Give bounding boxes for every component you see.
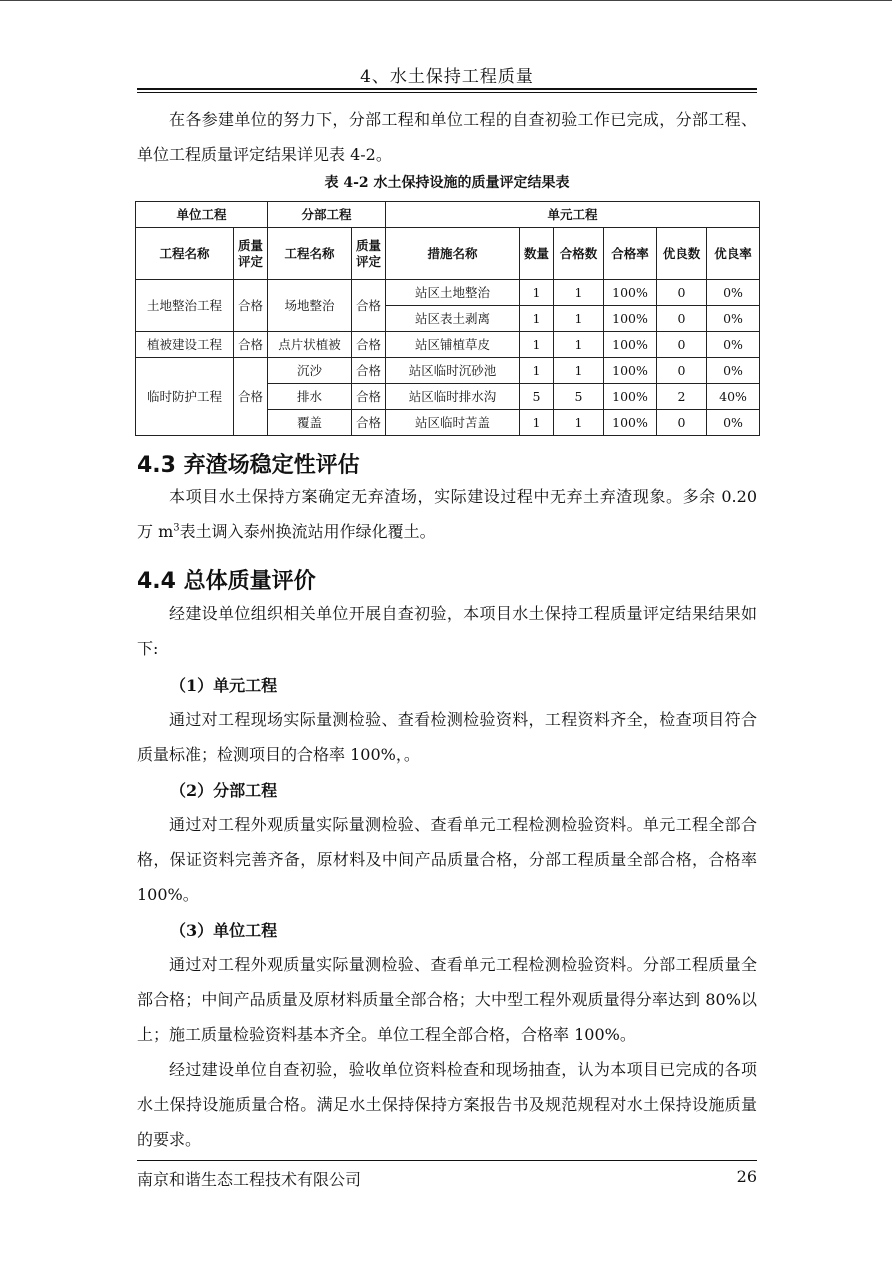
col-header-pass-rate: 合格率 [604,228,657,280]
unit-eval-cell: 合格 [234,332,268,358]
pass-rate-cell: 100% [604,280,657,306]
excellent-rate-cell: 0% [707,280,760,306]
quality-table [135,201,760,436]
group-header-element: 单元工程 [386,202,760,228]
page-top-border [0,0,892,1]
excellent-count-cell: 0 [657,280,707,306]
unit-eval-cell: 合格 [234,358,268,436]
col-header-count: 数量 [520,228,554,280]
sub-eval-cell: 合格 [352,358,386,384]
subheading-element-project: （1）单元工程 [170,676,278,695]
col-header-sub-name: 工程名称 [268,228,352,280]
sub-name-cell: 排水 [268,384,352,410]
footer-company: 南京和谐生态工程技术有限公司 [137,1170,362,1189]
paragraph-conclusion: 经过建设单位自查初验，验收单位资料检查和现场抽查，认为本项目已完成的各项水土保持设施质量合格。满足水土保持保持方案报告书及规范规程对水土保持设施质量的要求。 [137,1060,757,1149]
pass-count-cell: 1 [554,410,604,436]
excellent-count-cell: 2 [657,384,707,410]
sub-name-cell: 场地整治 [268,280,352,332]
measure-cell: 站区表土剥离 [386,306,520,332]
intro-paragraph: 在各参建单位的努力下，分部工程和单位工程的自查初验工作已完成，分部工程、单位工程质量评定结果详见表 4-2。 [137,110,757,164]
sub-name-cell: 覆盖 [268,410,352,436]
measure-cell: 站区临时沉砂池 [386,358,520,384]
unit-name-cell: 土地整治工程 [136,280,234,332]
sub-eval-cell: 合格 [352,410,386,436]
excellent-rate-cell: 0% [707,410,760,436]
sub-name-cell: 点片状植被 [268,332,352,358]
excellent-count-cell: 0 [657,358,707,384]
count-cell: 1 [520,332,554,358]
pass-count-cell: 1 [554,306,604,332]
subheading-sub-project: （2）分部工程 [170,781,278,800]
unit-eval-cell: 合格 [234,280,268,332]
col-header-excellent-count: 优良数 [657,228,707,280]
section-4-3-heading: 4.3 弃渣场稳定性评估 [137,453,360,478]
count-cell: 1 [520,306,554,332]
unit-name-cell: 植被建设工程 [136,332,234,358]
sub-eval-cell: 合格 [352,332,386,358]
header-rule-thin [137,92,757,93]
paragraph-sub-project: 通过对工程外观质量实际量测检验、查看单元工程检测检验资料。单元工程全部合格，保证资料完善齐备，原材料及中间产品质量合格，分部工程质量全部合格，合格率 100%。 [137,815,757,904]
col-header-pass-count: 合格数 [554,228,604,280]
footer-rule [137,1160,757,1161]
pass-count-cell: 1 [554,280,604,306]
superscript-3: 3 [173,522,180,534]
paragraph-element-project: 通过对工程现场实际量测检验、查看检测检验资料，工程资料齐全，检查项目符合质量标准；检测项目的合格率 100%，。 [137,710,757,764]
pass-rate-cell: 100% [604,306,657,332]
excellent-rate-cell: 0% [707,358,760,384]
section-4-4-intro: 经建设单位组织相关单位开展自查初验，本项目水土保持工程质量评定结果结果如下: [137,604,757,658]
table-row [136,358,760,384]
excellent-rate-cell: 0% [707,306,760,332]
pass-count-cell: 1 [554,358,604,384]
excellent-count-cell: 0 [657,332,707,358]
page-number: 26 [736,1167,757,1186]
count-cell: 1 [520,358,554,384]
excellent-count-cell: 0 [657,306,707,332]
col-header-sub-eval: 质量评定 [352,228,386,280]
sub-eval-cell: 合格 [352,280,386,332]
group-header-unit: 单位工程 [136,202,268,228]
count-cell: 1 [520,410,554,436]
table-row [136,280,760,306]
excellent-rate-cell: 0% [707,332,760,358]
excellent-rate-cell: 40% [707,384,760,410]
section-4-4-heading: 4.4 总体质量评价 [137,569,316,594]
col-header-unit-eval: 质量评定 [234,228,268,280]
count-cell: 5 [520,384,554,410]
pass-count-cell: 5 [554,384,604,410]
pass-rate-cell: 100% [604,358,657,384]
measure-cell: 站区临时苫盖 [386,410,520,436]
paragraph-unit-project: 通过对工程外观质量实际量测检验、查看单元工程检测检验资料。分部工程质量全部合格；中间产品质量及原材料质量全部合格；大中型工程外观质量得分率达到 80%以上；施工质量检验资料基本齐全。单位工程全部合格，合格率 100%。 [137,955,757,1044]
excellent-count-cell: 0 [657,410,707,436]
measure-cell: 站区铺植草皮 [386,332,520,358]
subheading-unit-project: （3）单位工程 [170,921,278,940]
col-header-measure: 措施名称 [386,228,520,280]
pass-count-cell: 1 [554,332,604,358]
table-row [136,332,760,358]
group-header-sub: 分部工程 [268,202,386,228]
count-cell: 1 [520,280,554,306]
header-rule [137,88,757,90]
pass-rate-cell: 100% [604,410,657,436]
measure-cell: 站区土地整治 [386,280,520,306]
page-header-title: 4、水土保持工程质量 [360,67,534,87]
section-4-3-paragraph [137,479,757,549]
pass-rate-cell: 100% [604,384,657,410]
col-header-unit-name: 工程名称 [136,228,234,280]
section-4-3-text-a: 本项目水土保持方案确定无弃渣场，实际建设过程中无弃土弃渣现象。多余 0.20 万 m [137,487,757,541]
section-4-3-text-b: 表土调入泰州换流站用作绿化覆土。 [179,522,436,541]
pass-rate-cell: 100% [604,332,657,358]
col-header-excellent-rate: 优良率 [707,228,760,280]
sub-name-cell: 沉沙 [268,358,352,384]
table-caption: 表 4-2 水土保持设施的质量评定结果表 [324,175,570,191]
sub-eval-cell: 合格 [352,384,386,410]
unit-name-cell: 临时防护工程 [136,358,234,436]
measure-cell: 站区临时排水沟 [386,384,520,410]
